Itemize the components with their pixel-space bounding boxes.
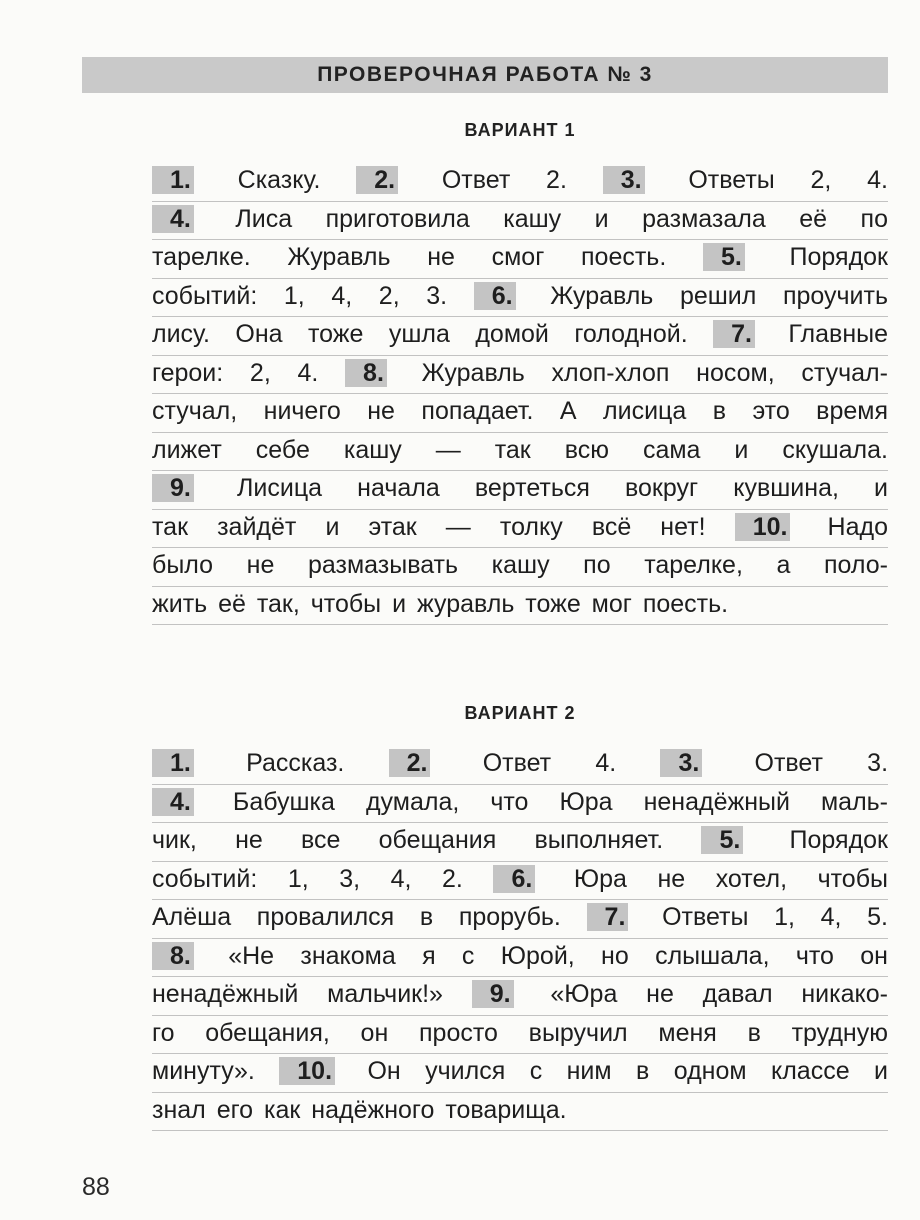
answer-text: Ответ 3. xyxy=(754,749,889,777)
answer-line xyxy=(152,746,888,785)
answer-text: Порядок xyxy=(789,243,888,271)
answer-text: Сказку. xyxy=(237,166,321,194)
answer-text: было не размазывать кашу по тарелке, а поло- xyxy=(152,551,888,579)
answer-text: лису. Она тоже ушла домой голодной. xyxy=(152,320,688,348)
answer-text: Главные xyxy=(788,320,888,348)
answer-text: Ответы 2, 4. xyxy=(688,166,888,194)
answer-line xyxy=(152,471,888,510)
question-number-badge: 2. xyxy=(389,749,431,777)
answer-text: минуту». xyxy=(152,1057,255,1085)
question-number-badge: 3. xyxy=(660,749,702,777)
answer-line xyxy=(152,900,888,939)
answer-text: Лисица начала вертеться вокруг кувшина, и xyxy=(237,474,889,502)
question-number-badge: 5. xyxy=(701,826,743,854)
answer-line xyxy=(152,862,888,901)
question-number-badge: 8. xyxy=(152,942,194,970)
answer-line xyxy=(152,785,888,824)
question-number-badge: 1. xyxy=(152,749,194,777)
answer-text: так зайдёт и этак — толку всё нет! xyxy=(152,512,706,541)
answer-text: «Не знакома я с Юрой, но слышала, что он xyxy=(228,941,888,970)
answer-text: тарелке. Журавль не смог поесть. xyxy=(152,243,667,271)
question-number-badge: 9. xyxy=(152,474,194,502)
answer-text: го обещания, он просто выручил меня в трудную xyxy=(152,1018,888,1047)
question-number-badge: 1. xyxy=(152,166,194,194)
answer-line xyxy=(152,163,888,202)
answer-text: Алёша провалился в прорубь. xyxy=(152,903,561,931)
answer-text: Бабушка думала, что Юра ненадёжный маль- xyxy=(232,787,889,816)
question-number-badge: 4. xyxy=(152,205,194,233)
answer-text: чик, не все обещания выполняет. xyxy=(152,826,664,854)
answer-text: Порядок xyxy=(789,826,888,854)
answer-text: Надо xyxy=(827,512,888,541)
answer-line xyxy=(152,1054,888,1093)
question-number-badge: 10. xyxy=(279,1057,335,1085)
answer-line xyxy=(152,317,888,356)
answer-line xyxy=(152,1093,888,1132)
variant-1-heading: ВАРИАНТ 1 xyxy=(464,120,576,140)
answer-line xyxy=(152,823,888,862)
question-number-badge: 5. xyxy=(703,243,745,271)
answer-text: жить её так, чтобы и журавль тоже мог поесть. xyxy=(152,589,729,618)
answer-text: лижет себе кашу — так всю сама и скушала. xyxy=(152,435,888,464)
question-number-badge: 7. xyxy=(587,903,629,931)
answer-text: ненадёжный мальчик!» xyxy=(152,980,443,1008)
answer-line xyxy=(152,240,888,279)
variant-2-heading: ВАРИАНТ 2 xyxy=(464,703,576,723)
answer-text: Ответ 2. xyxy=(441,166,567,194)
question-number-badge: 6. xyxy=(474,282,516,310)
variant-2-answers xyxy=(152,746,888,1131)
answer-text: стучал, ничего не попадает. А лисица в это время xyxy=(152,397,888,425)
answer-line xyxy=(152,510,888,549)
answer-line xyxy=(152,202,888,241)
answer-text: Ответы 1, 4, 5. xyxy=(662,903,889,931)
question-number-badge: 3. xyxy=(603,166,645,194)
question-number-badge: 10. xyxy=(735,513,791,541)
answer-text: Лиса приготовила кашу и размазала её по xyxy=(235,204,888,233)
answer-text: событий: 1, 4, 2, 3. xyxy=(152,281,448,310)
answer-text: Журавль хлоп-хлоп носом, стучал- xyxy=(421,358,888,387)
answer-line xyxy=(152,977,888,1016)
variant-1-answers xyxy=(152,163,888,625)
title-bar xyxy=(82,57,888,93)
question-number-badge: 8. xyxy=(345,359,387,387)
question-number-badge: 9. xyxy=(472,980,514,1008)
answer-text: герои: 2, 4. xyxy=(152,358,319,387)
question-number-badge: 7. xyxy=(713,320,755,348)
answer-text: Журавль решил проучить xyxy=(550,281,888,310)
answer-line xyxy=(152,939,888,978)
answer-line xyxy=(152,433,888,472)
answer-text: Юра не хотел, чтобы xyxy=(573,864,888,893)
question-number-badge: 4. xyxy=(152,788,194,816)
answer-line xyxy=(152,279,888,318)
answer-text: событий: 1, 3, 4, 2. xyxy=(152,864,463,893)
answer-text: «Юра не давал никако- xyxy=(550,980,888,1008)
question-number-badge: 6. xyxy=(493,865,535,893)
answer-text: Рассказ. xyxy=(246,749,345,777)
answer-line xyxy=(152,587,888,626)
page-title: ПРОВЕРОЧНАЯ РАБОТА № 3 xyxy=(317,63,653,86)
page-number: 88 xyxy=(82,1173,110,1201)
answer-line xyxy=(152,394,888,433)
answer-line xyxy=(152,1016,888,1055)
answer-text: знал его как надёжного товарища. xyxy=(152,1095,567,1124)
question-number-badge: 2. xyxy=(356,166,398,194)
answer-line xyxy=(152,548,888,587)
answer-text: Он учился с ним в одном классе и xyxy=(367,1057,888,1085)
answer-line xyxy=(152,356,888,395)
answer-text: Ответ 4. xyxy=(482,749,617,777)
